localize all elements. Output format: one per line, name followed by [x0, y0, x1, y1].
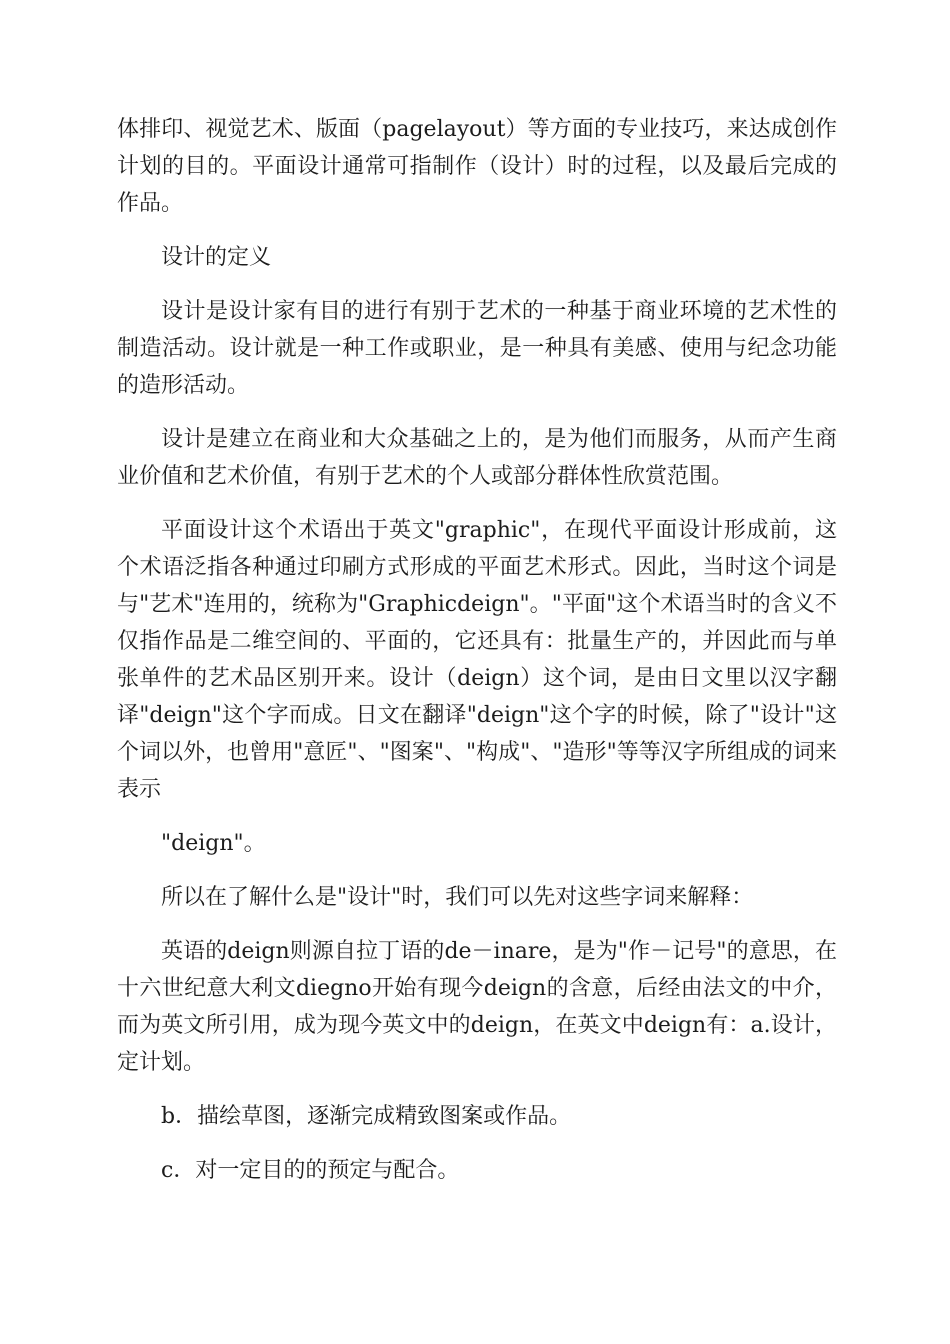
paragraph: 设计是设计家有目的进行有别于艺术的一种基于商业环境的艺术性的制造活动。设计就是一种工作或职业，是一种具有美感、使用与纪念功能的造形活动。	[117, 299, 837, 398]
section-heading-design-definition: 设计的定义	[161, 245, 272, 270]
paragraph: "deign"。	[161, 831, 266, 856]
list-item-b: b．描绘草图，逐渐完成精致图案或作品。	[161, 1104, 572, 1129]
paragraph: 所以在了解什么是"设计"时，我们可以先对这些字词来解释：	[161, 885, 754, 910]
list-item-c: c．对一定目的的预定与配合。	[161, 1158, 460, 1183]
paragraph: 英语的deign则源自拉丁语的de－inare，是为"作－记号"的意思，在十六世纪意大利文diegno开始有现今deign的含意，后经由法文的中介，而为英文所引用，成为现今英文中的deign，在英文中deign有：a.设计，定计划。	[117, 939, 837, 1075]
paragraph: 设计是建立在商业和大众基础之上的，是为他们而服务，从而产生商业价值和艺术价值，有别于艺术的个人或部分群体性欣赏范围。	[117, 427, 837, 489]
paragraph-continuation: 体排印、视觉艺术、版面（pagelayout）等方面的专业技巧，来达成创作计划的目的。平面设计通常可指制作（设计）时的过程，以及最后完成的作品。	[117, 117, 837, 216]
paragraph: 平面设计这个术语出于英文"graphic"，在现代平面设计形成前，这个术语泛指各种通过印刷方式形成的平面艺术形式。因此，当时这个词是与"艺术"连用的，统称为"Graphicdeign"。"平面"这个术语当时的含义不仅指作品是二维空间的、平面的，它还具有：批量生产的，并因此而与单张单件的艺术品区别开来。设计（deign）这个词，是由日文里以汉字翻译"deign"这个字而成。日文在翻译"deign"这个字的时候，除了"设计"这个词以外，也曾用"意匠"、"图案"、"构成"、"造形"等等汉字所组成的词来表示	[117, 518, 837, 802]
document-body	[117, 111, 837, 1206]
